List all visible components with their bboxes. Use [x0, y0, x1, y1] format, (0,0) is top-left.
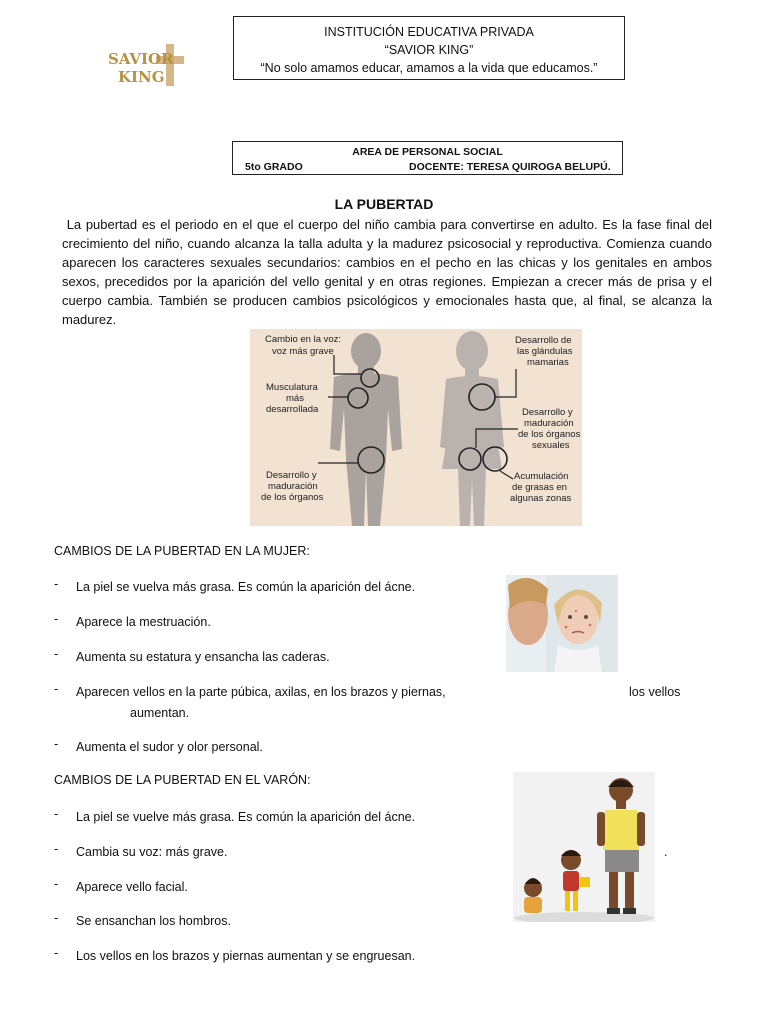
- intro-text: La pubertad es el periodo en el que el cuerpo del niño cambia para convertirse en adulto. Es la fase final del crecimiento del niño, cuando alcanza la talla adulta y la madurez psicosocial y reproductiva. Comienza cuando aparecen los caracteres sexuales secundarios: cambios en el pecho en las chicas y los genitales en ambos sexos, precedidos por la aparición del vello genital y en otras regiones. Empiezan a crecer más de prisa y el cuerpo cambia. También se producen cambios psicológicos y emocionales hasta que, al final, se alcanza la madurez.: [62, 217, 712, 327]
- svg-text:Musculatura: Musculatura: [266, 382, 318, 393]
- list-item-continuation: .: [664, 845, 668, 859]
- svg-text:maduración: maduración: [524, 418, 574, 429]
- svg-text:algunas zonas: algunas zonas: [510, 493, 572, 504]
- svg-text:Acumulación: Acumulación: [514, 471, 569, 482]
- course-area: AREA DE PERSONAL SOCIAL: [352, 146, 503, 158]
- svg-text:de los órganos: de los órganos: [518, 429, 581, 440]
- men-section-heading: CAMBIOS DE LA PUBERTAD EN EL VARÓN:: [54, 773, 311, 787]
- svg-text:Desarrollo de: Desarrollo de: [515, 335, 572, 346]
- svg-text:voz más grave: voz más grave: [272, 346, 334, 357]
- course-info-box: [232, 141, 623, 175]
- women-section-heading: CAMBIOS DE LA PUBERTAD EN LA MUJER:: [54, 544, 310, 558]
- svg-text:Desarrollo y: Desarrollo y: [266, 470, 317, 481]
- svg-text:SAVIOR: SAVIOR: [108, 50, 174, 68]
- list-item-continuation: los vellos: [629, 685, 681, 699]
- school-motto: “No solo amamos educar, amamos a la vida que educamos.”: [260, 61, 598, 75]
- intro-paragraph: [62, 215, 712, 329]
- school-logo: [104, 40, 196, 92]
- svg-text:KING: KING: [118, 68, 165, 86]
- course-grade: 5to GRADO: [245, 161, 303, 173]
- svg-text:sexuales: sexuales: [532, 440, 570, 451]
- page-title: LA PUBERTAD: [334, 196, 434, 212]
- svg-text:maduración: maduración: [268, 481, 318, 492]
- course-teacher: DOCENTE: TERESA QUIROGA BELUPÚ.: [409, 161, 611, 173]
- svg-text:de grasas en: de grasas en: [512, 482, 567, 493]
- puberty-body-diagram: [250, 329, 582, 526]
- institution-header: [233, 16, 625, 80]
- svg-text:más: más: [286, 393, 304, 404]
- boy-growth-illustration: [513, 772, 655, 922]
- girl-acne-photo: [506, 575, 618, 672]
- svg-text:de los órganos: de los órganos: [261, 492, 324, 503]
- school-name: “SAVIOR KING”: [384, 43, 474, 57]
- svg-text:las glándulas: las glándulas: [517, 346, 573, 357]
- svg-text:desarrollada: desarrollada: [266, 404, 319, 415]
- svg-text:Desarrollo y: Desarrollo y: [522, 407, 573, 418]
- svg-text:mamarias: mamarias: [527, 357, 569, 368]
- institution-name: INSTITUCIÓN EDUCATIVA PRIVADA: [324, 25, 534, 39]
- svg-text:Cambio en la voz:: Cambio en la voz:: [265, 334, 342, 345]
